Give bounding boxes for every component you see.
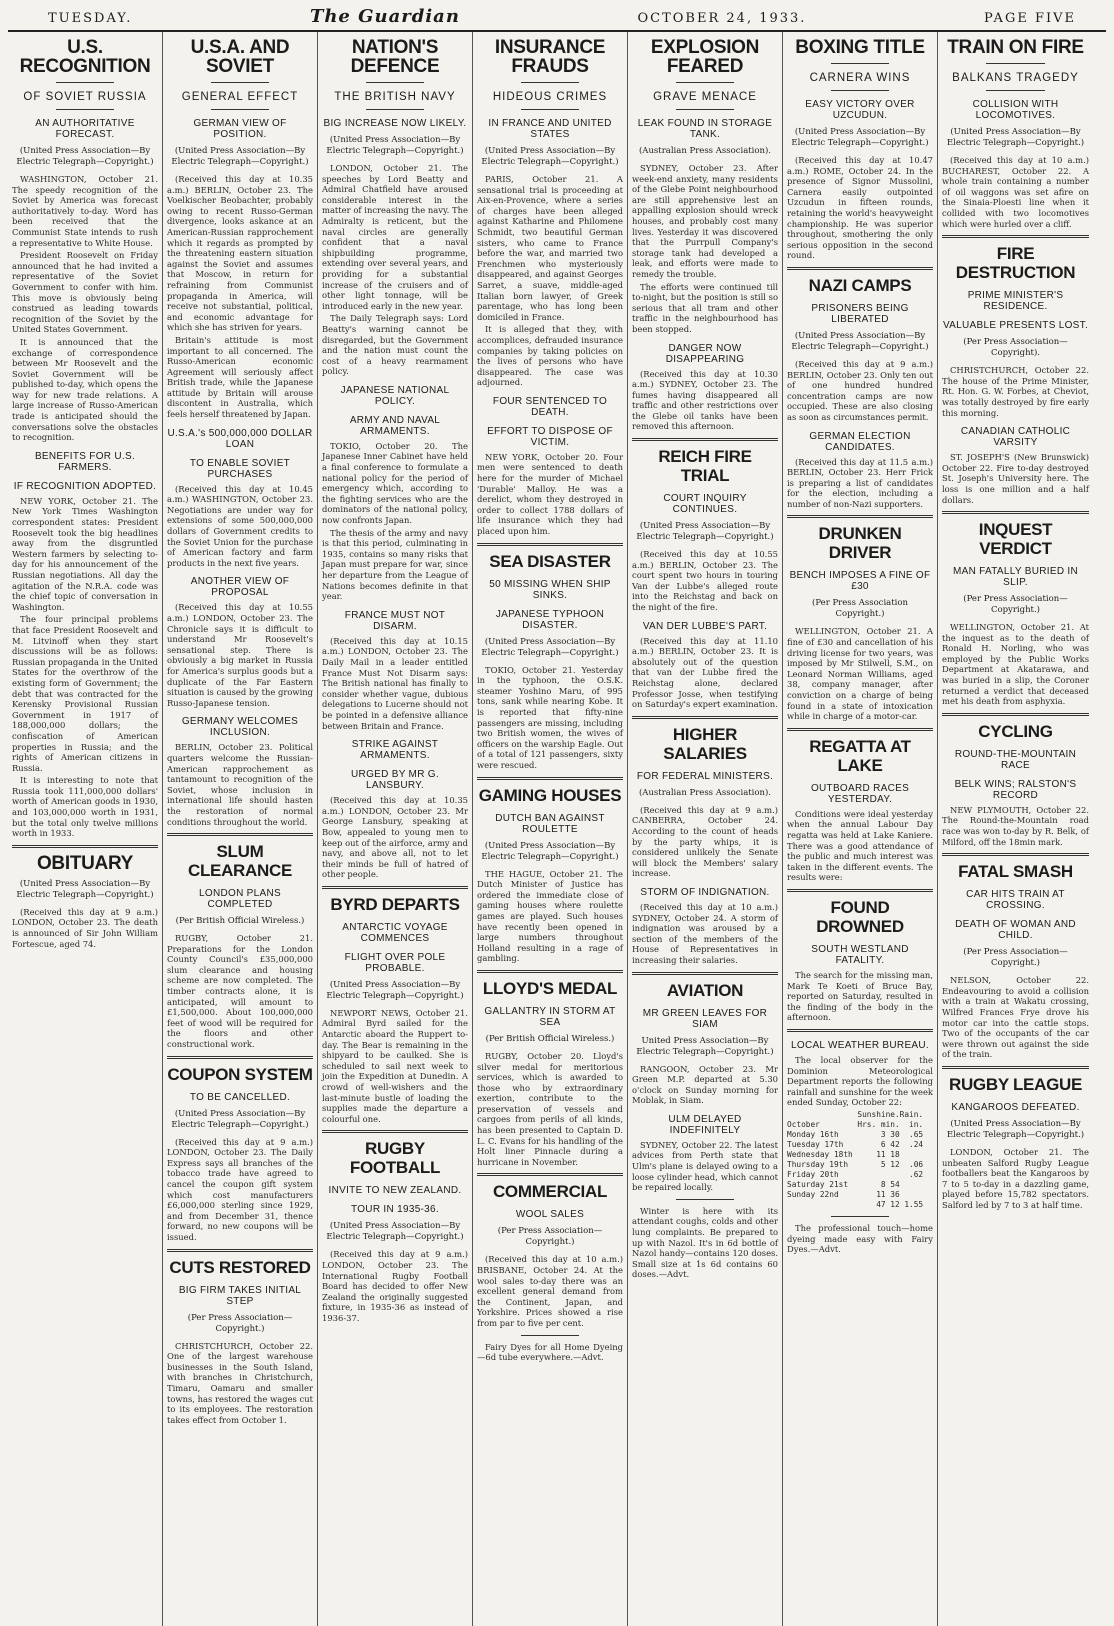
kicker: FRANCE MUST NOT DISARM.	[344, 609, 446, 632]
kicker: LOCAL WEATHER BUREAU.	[791, 1039, 929, 1051]
article-text: President Roosevelt on Friday announced that he had invited a representative of the Soviet Government to confer with him. This move is obviously being construed as leading towards recognition of the Soviet by the United States Government.	[12, 250, 158, 335]
weather-row: Monday 16th 3 30 .65	[787, 1129, 924, 1139]
divider	[986, 63, 1045, 64]
kicker: STRIKE AGAINST ARMAMENTS.	[351, 739, 439, 762]
headline: U.S.A. AND SOVIET	[190, 37, 290, 77]
kicker: ARMY AND NAVAL ARMAMENTS.	[349, 414, 441, 437]
kicker: FOR FEDERAL MINISTERS.	[636, 770, 774, 782]
kicker: BIG FIRM TAKES INITIAL STEP	[178, 1284, 302, 1307]
article-text: (Received this day at 9 a.m.) CANBERRA, October 24. According to the count of heads by the party whips, it is considered unlikely the Senate will block the Members' salary increase.	[632, 804, 778, 879]
kicker: PRIME MINISTER'S RESIDENCE.	[967, 290, 1064, 313]
divider	[942, 713, 1089, 716]
kicker: TO ENABLE SOVIET PURCHASES	[189, 457, 291, 480]
article-text: NEW PLYMOUTH, October 22. The Round-the-Mountain road race was won to-day by R. Belk, of Milford, off the 18min mark.	[942, 804, 1089, 847]
article-text: (Received this day at 10.35 a.m.) LONDON, October 23. Mr George Lansbury, speaking at Bow, appealed to young men to keep out of the airforce, army and navy, and above all, not to let their minds be full of hatred of other people.	[322, 795, 468, 880]
kicker: MAN FATALLY BURIED IN SLIP.	[952, 566, 1079, 589]
article-text: (Received this day at 10 a.m.) BUCHAREST, October 22. A whole train containing a number of oil waggons was set afire on the Sinaia-Ploesti line when it collided with two locomotives which were hurled over a cliff.	[942, 155, 1089, 229]
kicker: BIG INCREASE NOW LIKELY.	[323, 118, 467, 129]
divider	[211, 82, 269, 83]
divider	[831, 90, 889, 91]
article-text: The efforts were continued till to-night, but the position is still so serious that all tram and other traffic in the neighbourhood has been stopped.	[632, 281, 778, 334]
kicker: FLIGHT OVER POLE PROBABLE.	[344, 951, 446, 974]
article-text: RUGBY, October 21. Preparations for the London County Council's £35,000,000 slum clearance and housing scheme are now completed. The timber contracts alone, it is anticipated, will amount to £1,500,000. About 100,000,000 feet of wood will be required for the floors and other constructional work.	[167, 933, 313, 1050]
advertisement: Winter is here with its attendant coughs, colds and other lung complaints. Be prepared to up with Nazol. It's in 6d bottle of Nazol handy—contains 120 doses. Small size at 1s 6d contains 60 doses.—Advt.	[632, 1205, 778, 1280]
article-text: WELLINGTON, October 21. A fine of £30 and cancellation of his driving license for two years, was imposed by Mr Stilwell, S.M., on Leonard Norman Williams, aged 38, company manager, after conviction on a charge of being found in a state of intoxication while in charge of a motor-car.	[787, 626, 933, 722]
credit-line: (United Press Association—By Electric Telegraph—Copyright.)	[16, 146, 154, 167]
article-text: ST. JOSEPH'S (New Brunswick) October 22. Fire to-day destroyed St. Joseph's University here. The loss is one million and a half dollars.	[942, 452, 1089, 505]
article-text: RUGBY, October 20. Lloyd's silver medal for meritorious services, which is awarded to those who by extraordinary exertion, contribute to the preservation of vessels and cargoes from perils of all kinds, has been presented to Captain D. L. C. Evans for his handling of the Holt liner Pinnacle during a hurricane in November.	[477, 1050, 623, 1167]
subheadline: THE BRITISH NAVY	[334, 91, 456, 103]
divider	[787, 889, 933, 892]
headline: RUGBY LEAGUE	[948, 1074, 1083, 1094]
headline: BOXING TITLE	[795, 37, 925, 58]
article-text: THE HAGUE, October 21. The Dutch Minister of Justice has ordered the immediate close of gaming houses where roulette games are played. Such houses have recently been opened in large numbers throughout Holland resulting in a rage of gambling.	[477, 868, 623, 964]
article-text: (Received this day at 10.55 a.m.) BERLIN, October 23. The court spent two hours in touring Van der Lubbe's alleged route into the Reichstag and back on the night of the fire.	[632, 549, 778, 613]
article-text: The Daily Telegraph says: Lord Beatty's warning cannot be disregarded, but the Government and the nation must count the cost of a heavy rearmament policy.	[322, 313, 468, 377]
kicker: 50 MISSING WHEN SHIP SINKS.	[489, 578, 611, 601]
weather-row: Saturday 21st 8 54	[787, 1179, 924, 1189]
kicker: VALUABLE PRESENTS LOST.	[942, 320, 1089, 332]
article-text: BERLIN, October 23. Political quarters welcome the Russian-American rapprochement as tantamount to recognition of the Soviet, whose inclusion in international life should hasten the restoration of normal conditions throughout the world.	[167, 742, 313, 827]
subheadline: GENERAL EFFECT	[181, 91, 299, 103]
article-text: Britain's attitude is most important to all concerned. The Russo-American economic Agreement will seriously affect British trade, while the Japanese attitude by Britain will arouse discontent in Australia, which feels herself threatened by Japan.	[167, 334, 313, 420]
article-text: (Received this day at 10 a.m.) SYDNEY, October 24. A storm of indignation was aroused by a section of the members of the House of Representatives in increasing their salaries.	[632, 901, 778, 965]
weather-table	[787, 1110, 933, 1210]
kicker: IN FRANCE AND UNITED STATES	[488, 118, 612, 140]
kicker: ULM DELAYED INDEFINITELY	[668, 1113, 742, 1136]
divider	[322, 886, 468, 889]
article-text: (Received this day at 10.30 a.m.) SYDNEY, October 23. The fumes having disappeared all traffic and other restrictions over the Glebe oil tanks have been removed this afternoon.	[632, 368, 778, 432]
credit-line: (Per British Official Wireless.)	[175, 916, 305, 927]
headline: CYCLING	[978, 721, 1053, 741]
divider	[942, 511, 1089, 514]
divider	[56, 109, 114, 110]
headline: LLOYD'S MEDAL	[482, 978, 618, 998]
credit-line: United Press Association—By Electric Telegraph—Copyright.)	[636, 1035, 774, 1057]
headline: EXPLOSION FEARED	[650, 37, 760, 77]
divider	[366, 82, 424, 83]
divider	[787, 728, 933, 731]
divider	[632, 972, 778, 975]
masthead	[8, 6, 1106, 32]
credit-line: (United Press Association—By Electric Telegraph—Copyright.)	[171, 1108, 309, 1130]
article-text: NEW YORK, October 20. Four men were sentenced to death here for the murder of Michael 'Durable' Malloy. He was a derelict, whom they destroyed in order to collect 1788 dollars of life insurance which they had placed upon him.	[477, 451, 623, 537]
article-text: (Received this day at 10.55 a.m.) LONDON, October 23. The Chronicle says it is difficult to understand Mr Roosevelt's sensational step. There is obviously a big market in Russia for America's surplus goods but a duplicate of the Far Eastern situation is caused by the growing Russo-Japanese tension.	[167, 602, 314, 708]
credit-line: (Australian Press Association).	[638, 146, 772, 156]
credit-line: (United Press Association—By Electric Telegraph—Copyright.)	[791, 127, 929, 148]
article-text: CHRISTCHURCH, October 22. The house of the Prime Minister, Rt. Hon. G. W. Forbes, at Cheviot, was totally destroyed by fire early this morning.	[942, 365, 1089, 418]
headline: FATAL SMASH	[958, 862, 1073, 882]
kicker: ANOTHER VIEW OF PROPOSAL	[190, 576, 290, 599]
divider	[167, 833, 313, 836]
divider	[831, 1216, 889, 1217]
kicker: KANGAROOS DEFEATED.	[951, 1101, 1080, 1113]
advertisement: Fairy Dyes for all Home Dyeing—6d tube everywhere.—Advt.	[477, 1341, 623, 1363]
weather-row: October Hrs. min. in.	[787, 1119, 924, 1129]
kicker: COLLISION WITH LOCOMOTIVES.	[972, 99, 1059, 121]
article-text: The thesis of the army and navy is that this period, culminating in 1935, contains so many risks that Japan must prepare for war, since her departure from the League of Nations becomes definite in that year.	[322, 527, 468, 602]
kicker: GERMAN ELECTION CANDIDATES.	[809, 430, 911, 453]
credit-line: (United Press Association—By Electric Telegraph—Copyright.)	[946, 127, 1085, 148]
article-text: (Received this day at 9 a.m.) LONDON, October 23. The death is announced of Sir John William Fortescue, aged 74.	[12, 906, 158, 949]
article-text: TOKIO, October 20. The Japanese Inner Cabinet have held a final conference to formulate a national policy for the period of emergency which, according to the fighting services who are the dominators of the national policy, now confronts Japan.	[322, 440, 468, 526]
article-text: It is announced that the exchange of correspondence between Mr Roosevelt and the Soviet Government will be published to-day, which opens the way for new trade relations. A large increase of Russo-American trade is anticipated should the conversations solve the obstacles to recognition.	[12, 336, 158, 443]
credit-line: (Per British Official Wireless.)	[485, 1033, 615, 1044]
article-text: (Received this day at 11.5 a.m.) BERLIN, October 23. Herr Frick is preparing a list of candidates for the election, including a number of non-Nazi supporters.	[787, 456, 933, 509]
article-text: It is alleged that they, with accomplices, defrauded insurance companies by taking policies on the lives of persons who have disappeared. The case was adjourned.	[477, 324, 623, 388]
headline: RUGBY FOOTBALL	[349, 1139, 441, 1178]
credit-line: (Per Press Association—Copyright).	[963, 337, 1068, 359]
headline: NATION'S DEFENCE	[350, 37, 440, 77]
masthead-day: TUESDAY.	[48, 11, 133, 26]
article-text: CHRISTCHURCH, October 22. One of the largest warehouse businesses in the South Island, with branches in Christchurch, Timaru, Oamaru and smaller towns, has restored the wages cut to its employees. The restoration takes effect from October 1.	[167, 1340, 313, 1425]
article-text: RANGOON, October 23. Mr Green M.P. departed at 5.30 o'clock on Sunday morning for Moblak, in Siam.	[632, 1063, 778, 1106]
headline: SLUM CLEARANCE	[187, 842, 293, 881]
article-text: SYDNEY, October 23. After week-end anxiety, many residents of the Glebe Point neighbourhood are still apprehensive lest an appalling explosion should wreck houses, and probably cost many lives. Yesterday it was discovered that the Purrpull Company's storage tank had developed a leak, and efforts were made to remedy the trouble.	[632, 163, 778, 279]
kicker: PRISONERS BEING LIBERATED	[811, 302, 909, 325]
kicker: VAN DER LUBBE'S PART.	[642, 620, 768, 632]
kicker: DUTCH BAN AGAINST ROULETTE	[495, 812, 605, 835]
divider	[167, 1249, 313, 1252]
kicker: CANADIAN CATHOLIC VARSITY	[960, 426, 1071, 449]
divider	[632, 716, 778, 719]
article-text: (Received this day at 10 a.m.) BRISBANE, October 24. At the wool sales to-day there was an excellent general demand from the Continent, Japan, and Yorkshire. Prices showed a rise from par to five per cent.	[477, 1254, 623, 1328]
columns	[8, 32, 1106, 1626]
article-text: WASHINGTON, October 21. The speedy recognition of the Soviet by America was forecast authoritatively to-day. Word has been received that the Communist State intends to rush a representative to White House.	[12, 174, 158, 248]
credit-line: (Per Press Association—Copyright.)	[963, 594, 1068, 616]
kicker: IF RECOGNITION ADOPTED.	[13, 480, 157, 492]
divider	[477, 543, 623, 546]
credit-line: (United Press Association—By Electric Telegraph—Copyright.)	[326, 1221, 464, 1243]
divider	[167, 1056, 313, 1059]
kicker: COURT INQUIRY CONTINUES.	[663, 493, 747, 516]
divider	[56, 82, 114, 83]
kicker: TOUR IN 1935-36.	[351, 1204, 439, 1216]
headline: OBITUARY	[36, 852, 134, 874]
kicker: STORM OF INDIGNATION.	[640, 886, 770, 898]
weather-row: Tuesday 17th 6 42 .24	[787, 1139, 924, 1149]
divider	[787, 1029, 933, 1032]
article-text: (Received this day at 10.47 a.m.) ROME, October 24. In the presence of Signor Mussolini, Carnera easily outpointed Uzcudun in fifteen rounds, retaining the world's heavyweight championship. He was superior throughout, smothering the only serious opposition in the second round.	[787, 155, 933, 261]
headline: TRAIN ON FIRE	[947, 37, 1084, 58]
kicker: GERMAN VIEW OF POSITION.	[193, 118, 287, 140]
column-6	[783, 32, 938, 1626]
article-text: LONDON, October 21. The speeches by Lord Beatty and Admiral Chatfield have aroused considerable interest in the matter of increasing the navy. The Admiralty is reticent, but the naval circles are generally confident that a naval shipbuilding programme, extending over several years, and providing for a substantial increase of the cruisers and of other light tonnage, will be introduced early in the new year.	[322, 163, 468, 311]
credit-line: (United Press Association—By Electric Telegraph—Copyright.)	[326, 135, 464, 156]
headline: INQUEST VERDICT	[978, 520, 1053, 559]
kicker: BENCH IMPOSES A FINE OF £30	[789, 570, 931, 593]
credit-line: (United Press Association—By Electric Telegraph—Copyright.)	[171, 146, 309, 167]
divider	[676, 109, 734, 110]
headline: CUTS RESTORED	[169, 1257, 311, 1277]
divider	[942, 853, 1089, 856]
kicker: ROUND-THE-MOUNTAIN RACE	[954, 748, 1077, 771]
credit-line: (United Press Association—By Electric Telegraph—Copyright.)	[791, 330, 929, 352]
kicker: DEATH OF WOMAN AND CHILD.	[955, 919, 1076, 942]
divider	[942, 235, 1089, 238]
divider	[211, 109, 269, 110]
headline: GAMING HOUSES	[478, 785, 622, 805]
credit-line: (United Press Association—By Electric Telegraph—Copyright.)	[946, 1118, 1085, 1140]
divider	[12, 845, 158, 848]
kicker: JAPANESE TYPHOON DISASTER.	[495, 608, 605, 631]
credit-line: (United Press Association—By Electric Telegraph—Copyright.)	[636, 521, 774, 543]
headline: U.S. RECOGNITION	[19, 37, 151, 77]
column-1	[8, 32, 163, 1626]
kicker: GERMANY WELCOMES INCLUSION.	[181, 716, 299, 739]
article-text: LONDON, October 21. The unbeaten Salford Rugby League footballers beat the Kangaroos by 7 to 5 to-day in a dazzling game, played before 15,782 spectators. Salford led by 7 to 3 at half time.	[942, 1146, 1089, 1210]
column-2	[163, 32, 318, 1626]
kicker: SOUTH WESTLAND FATALITY.	[811, 943, 909, 966]
kicker: INVITE TO NEW ZEALAND.	[328, 1185, 462, 1197]
credit-line: (Per Press Association—Copyright.)	[963, 947, 1068, 969]
kicker: URGED BY MR G. LANSBURY.	[351, 769, 439, 792]
article-text: (Received this day at 10.35 a.m.) BERLIN, October 23. The Voelkischer Beobachter, probably owing to recent Russo-German divergence, looks askance at an American-Russian rapprochement which it regards as prompted by the threatening eastern situation against the Soviet and assumes that Moscow, in return for refraining from Communist propaganda in America, will receive not substantial, political, and economic advantage for which she has striven for years.	[167, 174, 313, 333]
kicker: MR GREEN LEAVES FOR SIAM	[642, 1007, 768, 1030]
credit-line: (Per Press Association Copyright.)	[812, 598, 908, 620]
divider	[831, 63, 889, 64]
kicker: FOUR SENTENCED TO DEATH.	[492, 395, 608, 418]
kicker: U.S.A.'s 500,000,000 DOLLAR LOAN	[167, 427, 313, 450]
headline: BYRD DEPARTS	[330, 894, 460, 914]
kicker: JAPANESE NATIONAL POLICY.	[340, 384, 450, 407]
divider	[521, 1335, 579, 1336]
headline: NAZI CAMPS	[808, 275, 912, 295]
subheadline: OF SOVIET RUSSIA	[23, 91, 147, 103]
kicker: LEAK FOUND IN STORAGE TANK.	[637, 118, 773, 140]
divider	[477, 970, 623, 973]
headline: FOUND DROWNED	[816, 897, 904, 936]
column-5	[628, 32, 783, 1626]
kicker: ANTARCTIC VOYAGE COMMENCES	[342, 921, 448, 944]
headline: REICH FIRE TRIAL	[658, 447, 752, 486]
divider	[477, 1173, 623, 1176]
article-text: TOKIO, October 21. Yesterday in the typhoon, the O.S.K. steamer Yoshino Maru, of 995 tons, sank while nearing Kobe. It is reported that fifty-nine passengers are missing, including two British women, the wives of officers on the warship Eagle. Out of a total of 121 passengers, sixty were rescued.	[477, 664, 623, 770]
weather-row: Sunday 22nd 11 36	[787, 1189, 924, 1199]
divider	[366, 109, 424, 110]
divider	[521, 82, 579, 83]
weather-row: Friday 20th .62	[787, 1169, 924, 1179]
advertisement: The professional touch—home dyeing made easy with Fairy Dyes.—Advt.	[787, 1222, 933, 1255]
article-text: The four principal problems that face President Roosevelt and M. Litvinoff when they start discussions will be as follows: Russian propaganda in the United States for the overthrow of the existing form of Government; the debt that was contracted for the Kerensky Provisional Russian Government in 1917 of 188,000,000 dollars; the confiscation of American properties in Russia; and the rights of American citizens in Russia.	[12, 614, 158, 773]
article-text: NELSON, October 22. Endeavouring to avoid a collision with a train at Wakatu crossing, Wilfred Frances Frye drove his motor car into the cattle stops. Two of the occupants of the car were thrown out against the side of the train.	[942, 975, 1089, 1060]
divider	[521, 109, 579, 110]
article-text: It is interesting to note that Russia took 111,000,000 dollars' worth of American goods in 1930, and 103,000,000 worth in 1931, but the total only twelve millions worth in 1933.	[12, 775, 158, 839]
kicker: LONDON PLANS COMPLETED	[199, 888, 281, 911]
article-text: SYDNEY, October 22. The latest advices from Perth state that Ulm's plane is delayed owing to a loose cylinder head, which cannot be repaired locally.	[632, 1139, 778, 1193]
column-4	[473, 32, 628, 1626]
headline: DRUNKEN DRIVER	[818, 524, 902, 563]
subheadline: HIDEOUS CRIMES	[492, 91, 608, 103]
article-text: The local observer for the Dominion Meteorological Department reports the following rainfall and sunshine for the week ended Sunday, October 22:	[787, 1054, 933, 1108]
credit-line: (United Press Association—By Electric Telegraph—Copyright.)	[481, 146, 619, 167]
column-3	[318, 32, 473, 1626]
headline: AVIATION	[666, 980, 744, 1000]
headline: COMMERCIAL	[492, 1182, 608, 1202]
credit-line: (United Press Association—By Electric Telegraph—Copyright.)	[481, 636, 619, 658]
divider	[676, 1199, 734, 1200]
article-text: The search for the missing man, Mark Te Koeti of Bruce Bay, reported on Saturday, resulted in the finding of the body in the afternoon.	[787, 969, 933, 1023]
kicker: GALLANTRY IN STORM AT SEA	[484, 1005, 616, 1028]
credit-line: (United Press Association—By Electric Telegraph—Copyright.)	[16, 878, 154, 900]
kicker: WOOL SALES	[515, 1209, 585, 1221]
divider	[787, 267, 933, 270]
headline: FIRE DESTRUCTION	[955, 244, 1076, 283]
divider	[477, 777, 623, 780]
credit-line: (Per Press Association—Copyright.)	[187, 1312, 293, 1334]
article-text: PARIS, October 21. A sensational trial is proceeding at Aix-en-Provence, where a series of charges have been alleged against Katharine and Philomene Schmidt, two beautiful German sisters, who came to France before the war, and married two Frenchmen who mysteriously disappeared, and against Georges Sarret, a suave, middle-aged Italian born lawyer, of Greek parentage, who has long been domiciled in France.	[477, 174, 623, 322]
article-text: NEWPORT NEWS, October 21. Admiral Byrd sailed for the Antarctic aboard the Ruppert to-day. The Bear is remaining in the shipyard to be caulked. She is scheduled to sail next week to join the Expedition at Dunedin. A crowd of well-wishers and the last-minute bustle of loading the supplies made the departure a colourful one.	[322, 1007, 468, 1124]
kicker: EASY VICTORY OVER UZCUDUN.	[805, 99, 915, 121]
headline: COUPON SYSTEM	[167, 1064, 313, 1084]
article-text: NEW YORK, October 21. The New York Times Washington correspondent states: President Roosevelt took the big headlines away from the disgruntled Western farmers by selecting to-day for his announcement of the Russian negotiations. All day the agitation of the N.R.A. code was the chief topic of conversation in Washington.	[12, 495, 158, 612]
headline: INSURANCE FRAUDS	[494, 37, 606, 77]
article-text: (Received this day at 9 a.m.) BERLIN, October 23. Only ten out of one hundred hundred concentration camps are now occupied. These are also closing as soon as circumstances permit.	[787, 358, 933, 422]
divider	[632, 438, 778, 441]
credit-line: (Per Press Association—Copyright.)	[497, 1226, 603, 1248]
article-text: (Received this day at 10.15 a.m.) LONDON, October 23. The Daily Mail in a leader entitled France Must Not Disarm says: The British national has finally to consider whether vague, dubious delegations to Lucerne should not be pointed in a defensive alliance between Britain and France.	[322, 635, 468, 731]
kicker: DANGER NOW DISAPPEARING	[665, 342, 745, 365]
weather-row: Wednesday 18th 11 18	[787, 1149, 924, 1159]
kicker: BELK WINS; RALSTON'S RECORD	[954, 778, 1077, 801]
divider	[986, 90, 1045, 91]
subheadline: GRAVE MENACE	[653, 91, 757, 103]
weather-row: Thursday 19th 5 12 .06	[787, 1159, 924, 1169]
kicker: AN AUTHORITATIVE FORECAST.	[35, 118, 135, 140]
credit-line: (United Press Association—By Electric Telegraph—Copyright.)	[481, 840, 619, 862]
article-text: (Received this day at 10.45 a.m.) WASHINGTON, October 23. Negotiations are under way for extensions of some 500,000,000 dollars of Government credits to the Soviet Union for the purchase of American factory and farm products in the next five years.	[167, 483, 313, 568]
kicker: EFFORT TO DISPOSE OF VICTIM.	[487, 425, 613, 448]
headline: HIGHER SALARIES	[663, 724, 747, 763]
headline: SEA DISASTER	[489, 551, 611, 571]
credit-line: (United Press Association—By Electric Telegraph—Copyright.)	[326, 979, 464, 1001]
kicker: OUTBOARD RACES YESTERDAY.	[810, 782, 910, 805]
kicker: BENEFITS FOR U.S. FARMERS.	[34, 450, 136, 473]
article-text: Conditions were ideal yesterday when the annual Labour Day regatta was held at Lake Kaniere. There was a good attendance of the public and much interest was taken in the different events. The results were:	[787, 808, 933, 883]
kicker: CAR HITS TRAIN AT CROSSING.	[966, 889, 1065, 912]
divider	[676, 82, 734, 83]
article-text: WELLINGTON, October 21. At the inquest as to the death of Ronald H. Norling, who was employed by the Public Works Department at Akatarawa, and was buried in a slip, the Coroner returned a verdict that deceased met his death from asphyxia.	[942, 622, 1089, 707]
headline: REGATTA AT LAKE	[809, 736, 911, 775]
column-7	[938, 32, 1093, 1626]
weather-row: Sunshine.Rain.	[787, 1109, 924, 1119]
weather-row: 47 12 1.55	[787, 1199, 924, 1209]
article-text: (Received this day at 11.10 a.m.) BERLIN, October 23. It is absolutely out of the question that van der Lubbe fired the Reichstag alone, declared Professor Josse, when testifying on Saturday's expert examination.	[632, 635, 778, 710]
kicker: TO BE CANCELLED.	[189, 1091, 291, 1103]
subheadline: BALKANS TRAGEDY	[952, 72, 1079, 84]
subheadline: CARNERA WINS	[809, 72, 911, 84]
masthead-page: PAGE FIVE	[984, 11, 1076, 26]
masthead-date: OCTOBER 24, 1933.	[637, 11, 807, 26]
divider	[322, 1130, 468, 1133]
article-text: (Received this day at 9 a.m.) LONDON, October 23. The Daily Express says all branches of the tobacco trade have agreed to cancel the coupon gift system which cost manufacturers £6,000,000 sterling since 1929, and from December 31, thence forward, no new coupons will be issued.	[167, 1136, 313, 1242]
article-text: (Received this day at 9 a.m.) LONDON, October 23. The International Rugby Football Board has decided to offer New Zealand the originally suggested fixture, in 1935-36 as instead of 1936-37.	[322, 1249, 468, 1323]
divider	[787, 515, 933, 518]
divider	[942, 1066, 1089, 1069]
masthead-title: The Guardian	[309, 6, 460, 27]
credit-line: (Australian Press Association).	[638, 787, 772, 798]
